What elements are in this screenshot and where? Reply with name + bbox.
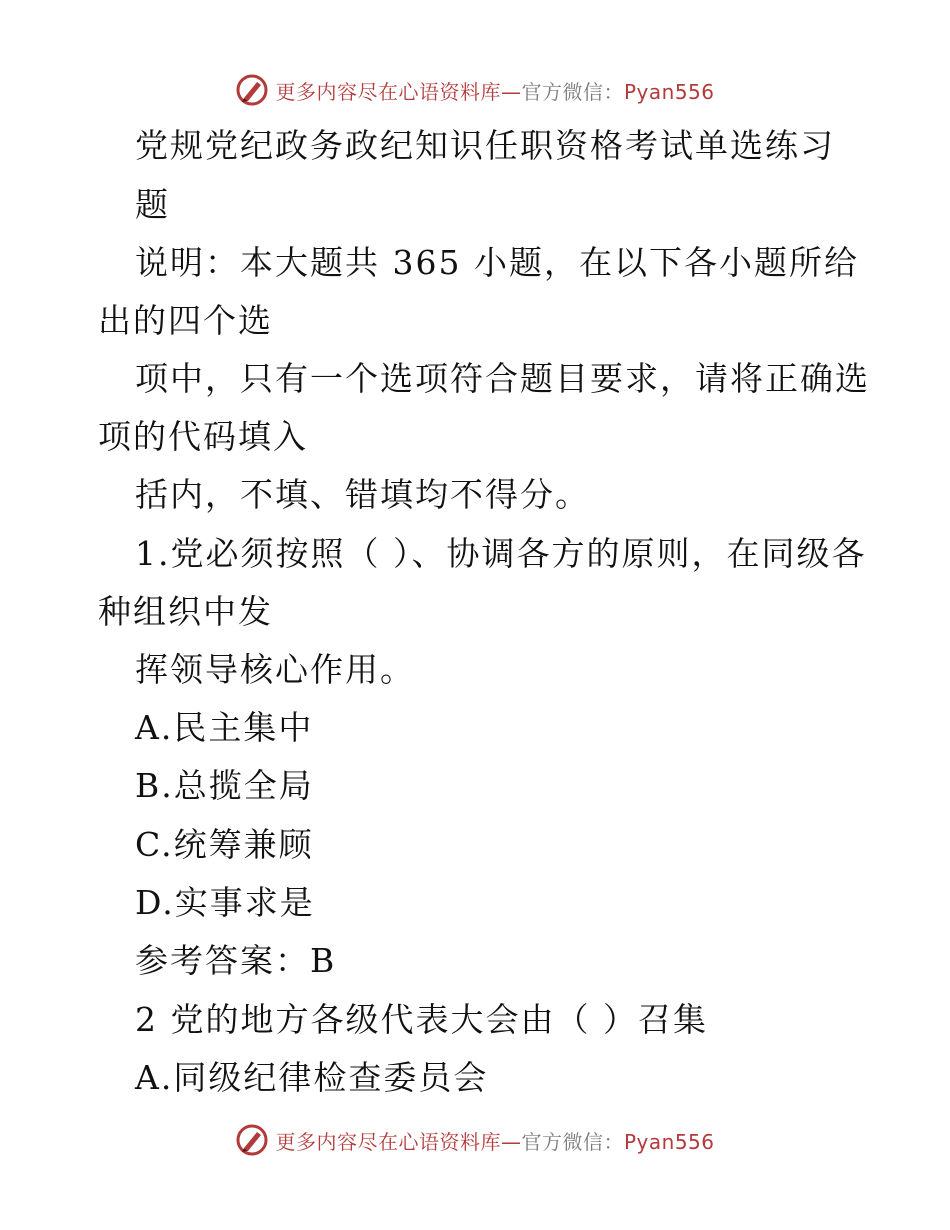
pen-logo-icon <box>235 73 269 107</box>
question-1-option-c: C.统筹兼顾 <box>135 825 314 864</box>
doc-title-line-2: 题 <box>135 185 170 224</box>
question-1-line-1: 1.党必须按照（ ）、协调各方的原则，在同级各 <box>135 534 867 573</box>
question-2-option-a: A.同级纪律检查委员会 <box>135 1058 489 1097</box>
header-watermark <box>0 70 950 110</box>
banner-main: 更多内容尽在心语资料库 <box>275 1129 501 1154</box>
instruction-line-2: 出的四个选 <box>98 301 273 340</box>
footer-watermark <box>0 1120 950 1160</box>
instruction-line-1: 说明：本大题共 365 小题，在以下各小题所给 <box>135 243 859 282</box>
doc-title-line-1: 党规党纪政务政纪知识任职资格考试单选练习 <box>135 126 835 165</box>
pen-logo-icon <box>235 1123 269 1157</box>
question-1-option-b: B.总揽全局 <box>135 766 314 805</box>
question-1-line-2: 种组织中发 <box>98 592 273 631</box>
question-1-option-d: D.实事求是 <box>135 883 315 922</box>
instruction-line-3: 项中，只有一个选项符合题目要求，请将正确选 <box>135 359 870 398</box>
question-1-answer: 参考答案：B <box>135 941 337 980</box>
banner-wechat-id: Pyan556 <box>623 79 715 104</box>
banner-text <box>275 76 714 105</box>
banner-wechat-label: 官方微信： <box>521 79 624 104</box>
banner-main: 更多内容尽在心语资料库 <box>275 79 501 104</box>
banner-dash: — <box>500 79 522 104</box>
question-2-line-1: 2 党的地方各级代表大会由（ ）召集 <box>135 1000 708 1039</box>
banner-dash: — <box>500 1129 522 1154</box>
instruction-line-5: 括内，不填、错填均不得分。 <box>135 475 590 514</box>
banner-wechat-id: Pyan556 <box>623 1129 715 1154</box>
question-1-option-a: A.民主集中 <box>135 708 314 747</box>
question-1-line-3: 挥领导核心作用。 <box>135 650 415 689</box>
banner-wechat-label: 官方微信： <box>521 1129 624 1154</box>
banner-text <box>275 1126 714 1155</box>
instruction-line-4: 项的代码填入 <box>98 417 308 456</box>
